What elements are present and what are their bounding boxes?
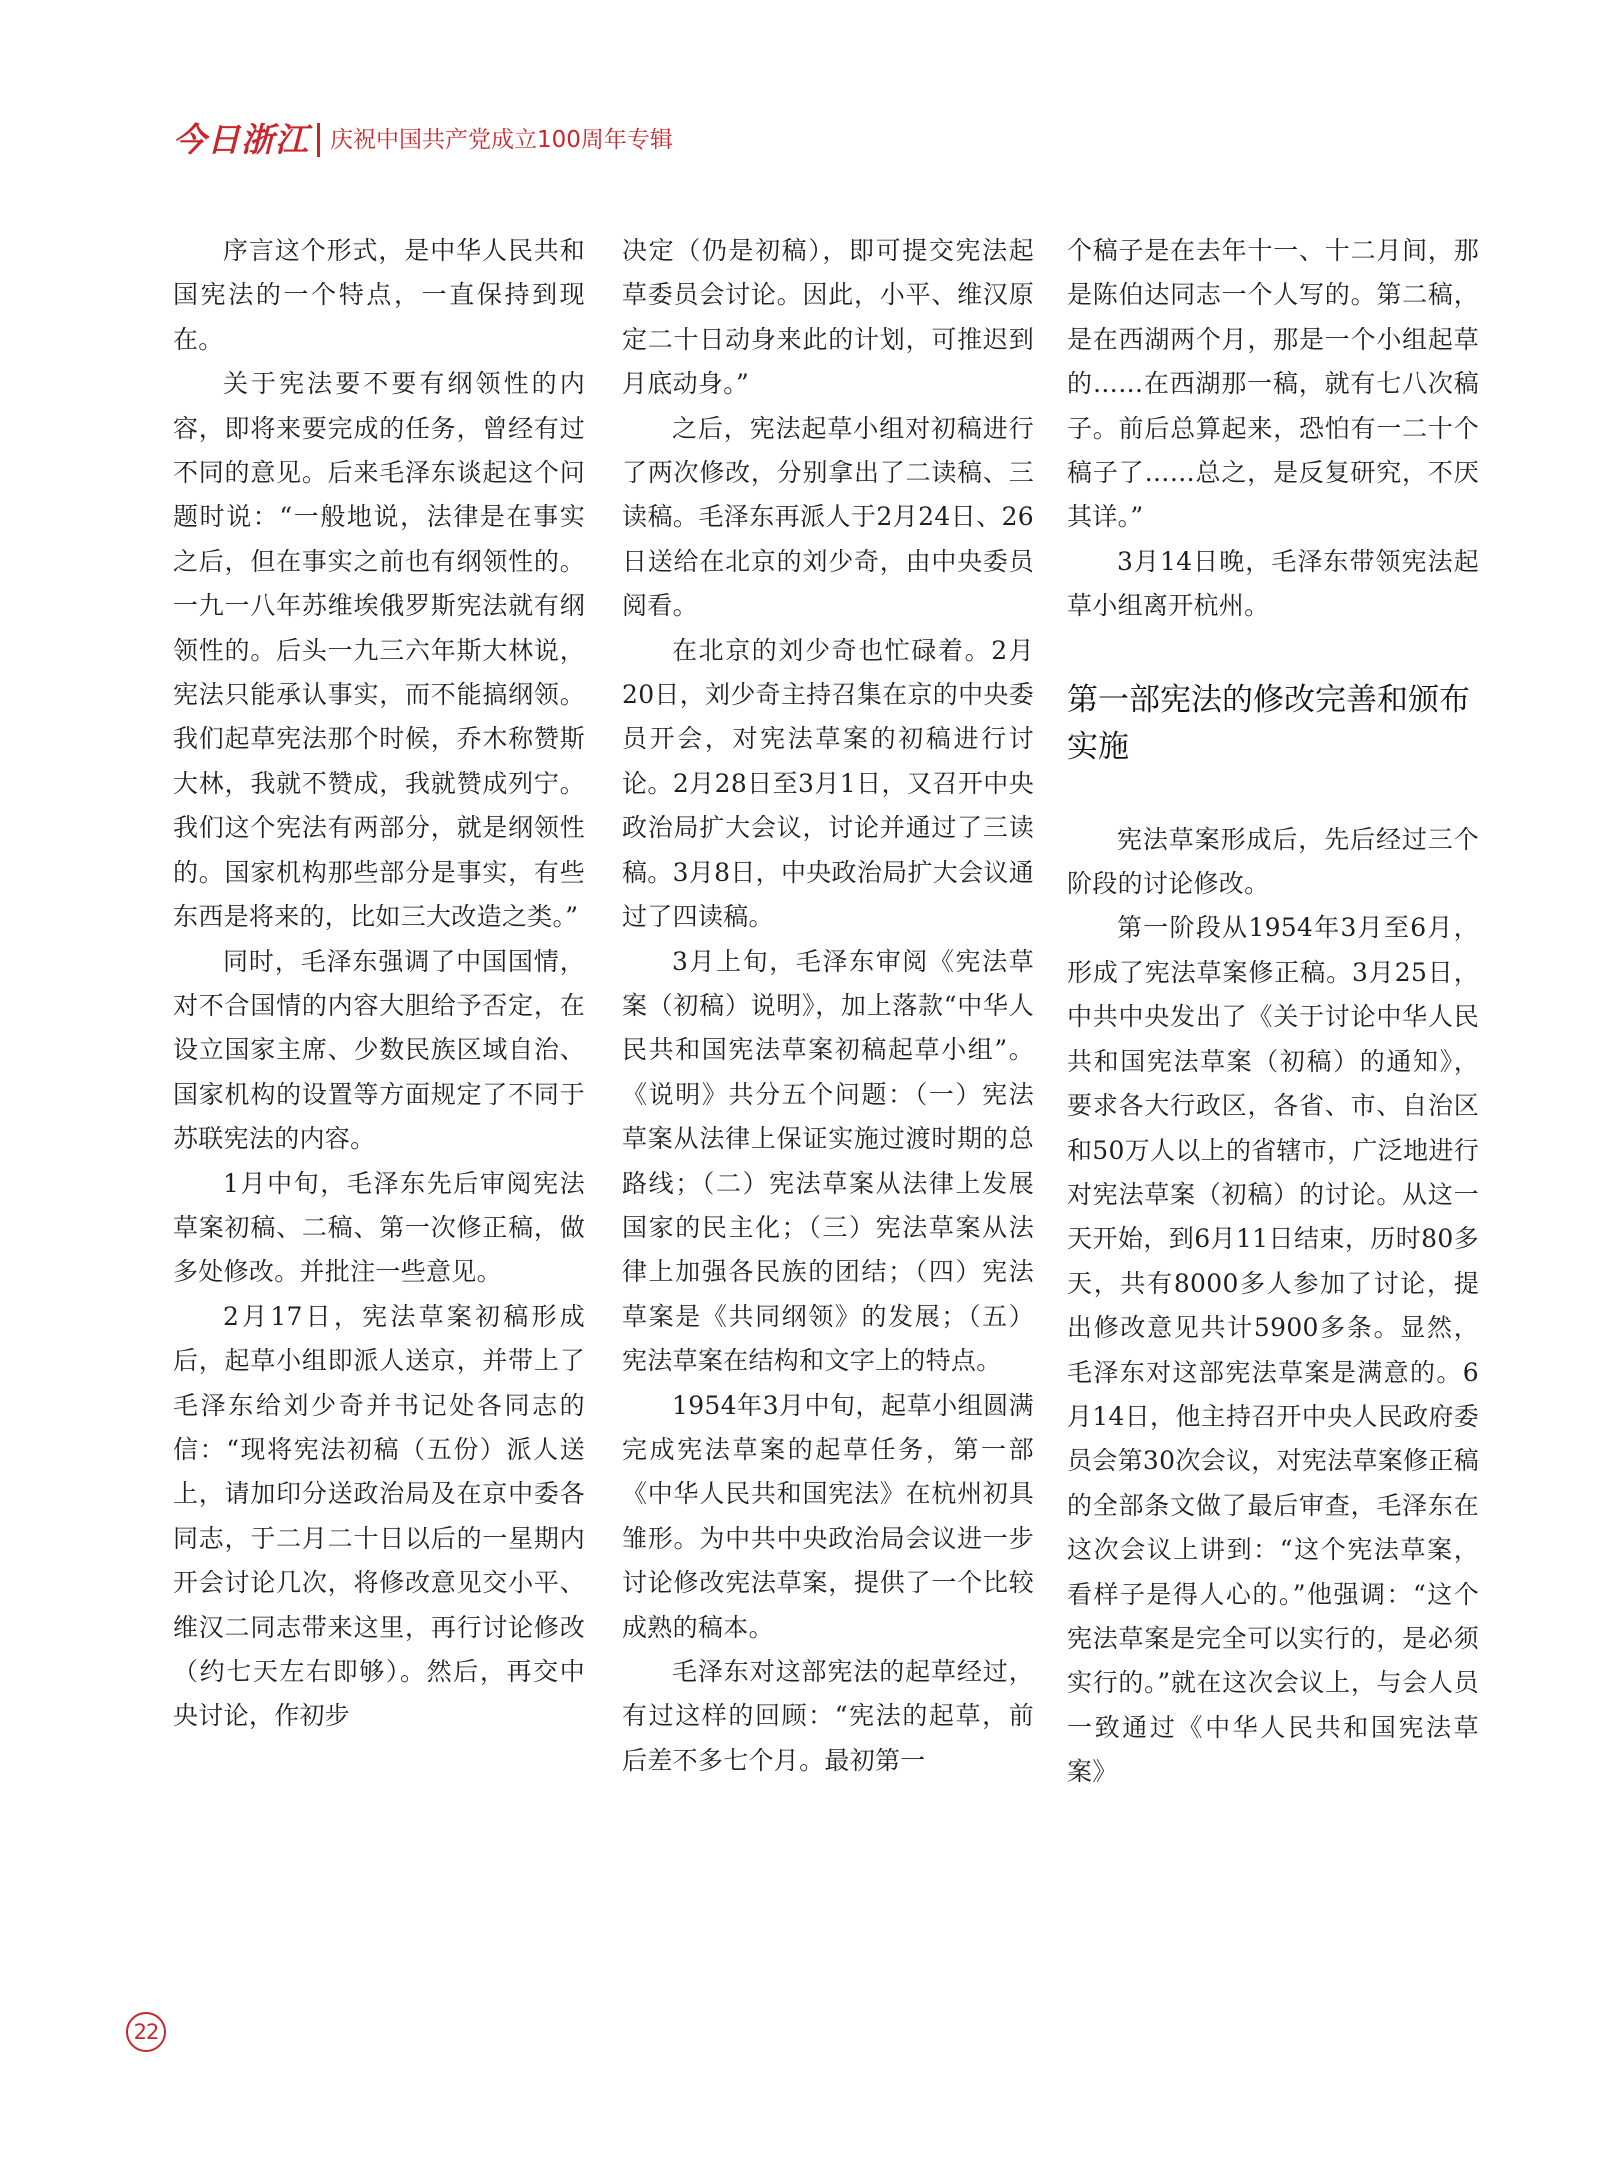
paragraph: 之后，宪法起草小组对初稿进行了两次修改，分别拿出了二读稿、三读稿。毛泽东再派人于2月24日、26日送给在北京的刘少奇，由中央委员阅看。 bbox=[622, 413, 1034, 621]
paragraph: 2月17日，宪法草案初稿形成后，起草小组即派人送京，并带上了毛泽东给刘少奇并书记处各同志的信：“现将宪法初稿（五份）派人送上，请加印分送政治局及在京中委各同志，于二月二十日以后的一星期内开会讨论几次，将修改意见交小平、维汉二同志带来这里，再行讨论修改（约七天左右即够）。然后，再交中央讨论，作初步 bbox=[173, 1301, 585, 1731]
magazine-logo: 今日浙江 bbox=[173, 120, 309, 159]
paragraph: 宪法草案形成后，先后经过三个阶段的讨论修改。 bbox=[1067, 824, 1479, 899]
header-divider bbox=[317, 123, 320, 157]
page-number: 22 bbox=[126, 2012, 166, 2052]
paragraph: 毛泽东对这部宪法的起草经过，有过这样的回顾：“宪法的起草，前后差不多七个月。最初第一 bbox=[622, 1657, 1034, 1775]
section-heading: 第一部宪法的修改完善和颁布实施 bbox=[1067, 681, 1470, 765]
paragraph: 3月14日晚，毛泽东带领宪法起草小组离开杭州。 bbox=[1067, 546, 1479, 621]
paragraph: 在北京的刘少奇也忙碌着。2月20日，刘少奇主持召集在京的中央委员开会，对宪法草案的初稿进行讨论。2月28日至3月1日，又召开中央政治局扩大会议，讨论并通过了三读稿。3月8日，中央政治局扩大会议通过了四读稿。 bbox=[622, 635, 1034, 932]
text-column-1 bbox=[173, 229, 585, 1739]
paragraph: 3月上旬，毛泽东审阅《宪法草案（初稿）说明》，加上落款“中华人民共和国宪法草案初稿起草小组”。《说明》共分五个问题：（一）宪法草案从法律上保证实施过渡时期的总路线；（二）宪法草案从法律上发展国家的民主化；（三）宪法草案从法律上加强各民族的团结；（四）宪法草案是《共同纲领》的发展；（五）宪法草案在结构和文字上的特点。 bbox=[622, 946, 1034, 1376]
text-column-3 bbox=[1067, 229, 1479, 1795]
paragraph: 同时，毛泽东强调了中国国情，对不合国情的内容大胆给予否定，在设立国家主席、少数民族区域自治、国家机构的设置等方面规定了不同于苏联宪法的内容。 bbox=[173, 946, 585, 1154]
paragraph: 1月中旬，毛泽东先后审阅宪法草案初稿、二稿、第一次修正稿，做多处修改。并批注一些意见。 bbox=[173, 1168, 585, 1287]
paragraph-continued: 决定（仍是初稿），即可提交宪法起草委员会讨论。因此，小平、维汉原定二十日动身来此的计划，可推迟到月底动身。” bbox=[622, 236, 1034, 399]
text-column-2 bbox=[622, 229, 1034, 1783]
paragraph-continued: 个稿子是在去年十一、十二月间，那是陈伯达同志一个人写的。第二稿，是在西湖两个月，那是一个小组起草的……在西湖那一稿，就有七八次稿子。前后总算起来，恐怕有一二十个稿子了……总之，是反复研究，不厌其详。” bbox=[1067, 236, 1479, 532]
special-issue-title: 庆祝中国共产党成立100周年专辑 bbox=[330, 127, 673, 153]
paragraph: 关于宪法要不要有纲领性的内容，即将来要完成的任务，曾经有过不同的意见。后来毛泽东谈起这个问题时说：“一般地说，法律是在事实之后，但在事实之前也有纲领性的。一九一八年苏维埃俄罗斯宪法就有纲领性的。后头一九三六年斯大林说，宪法只能承认事实，而不能搞纲领。我们起草宪法那个时候，乔木称赞斯大林，我就不赞成，我就赞成列宁。我们这个宪法有两部分，就是纲领性的。国家机构那些部分是事实，有些东西是将来的，比如三大改造之类。” bbox=[173, 369, 585, 932]
paragraph: 第一阶段从1954年3月至6月，形成了宪法草案修正稿。3月25日，中共中央发出了《关于讨论中华人民共和国宪法草案（初稿）的通知》，要求各大行政区，各省、市、自治区和50万人以上的省辖市，广泛地进行对宪法草案（初稿）的讨论。从这一天开始，到6月11日结束，历时80多天，共有8000多人参加了讨论，提出修改意见共计5900多条。显然，毛泽东对这部宪法草案是满意的。6月14日，他主持召开中央人民政府委员会第30次会议，对宪法草案修正稿的全部条文做了最后审查，毛泽东在这次会议上讲到：“这个宪法草案，看样子是得人心的。”他强调：“这个宪法草案是完全可以实行的，是必须实行的。”就在这次会议上，与会人员一致通过《中华人民共和国宪法草案》 bbox=[1067, 913, 1479, 1787]
paragraph: 1954年3月中旬，起草小组圆满完成宪法草案的起草任务，第一部《中华人民共和国宪法》在杭州初具雏形。为中共中央政治局会议进一步讨论修改宪法草案，提供了一个比较成熟的稿本。 bbox=[622, 1390, 1034, 1642]
paragraph: 序言这个形式，是中华人民共和国宪法的一个特点，一直保持到现在。 bbox=[173, 236, 585, 354]
magazine-header bbox=[173, 118, 673, 162]
